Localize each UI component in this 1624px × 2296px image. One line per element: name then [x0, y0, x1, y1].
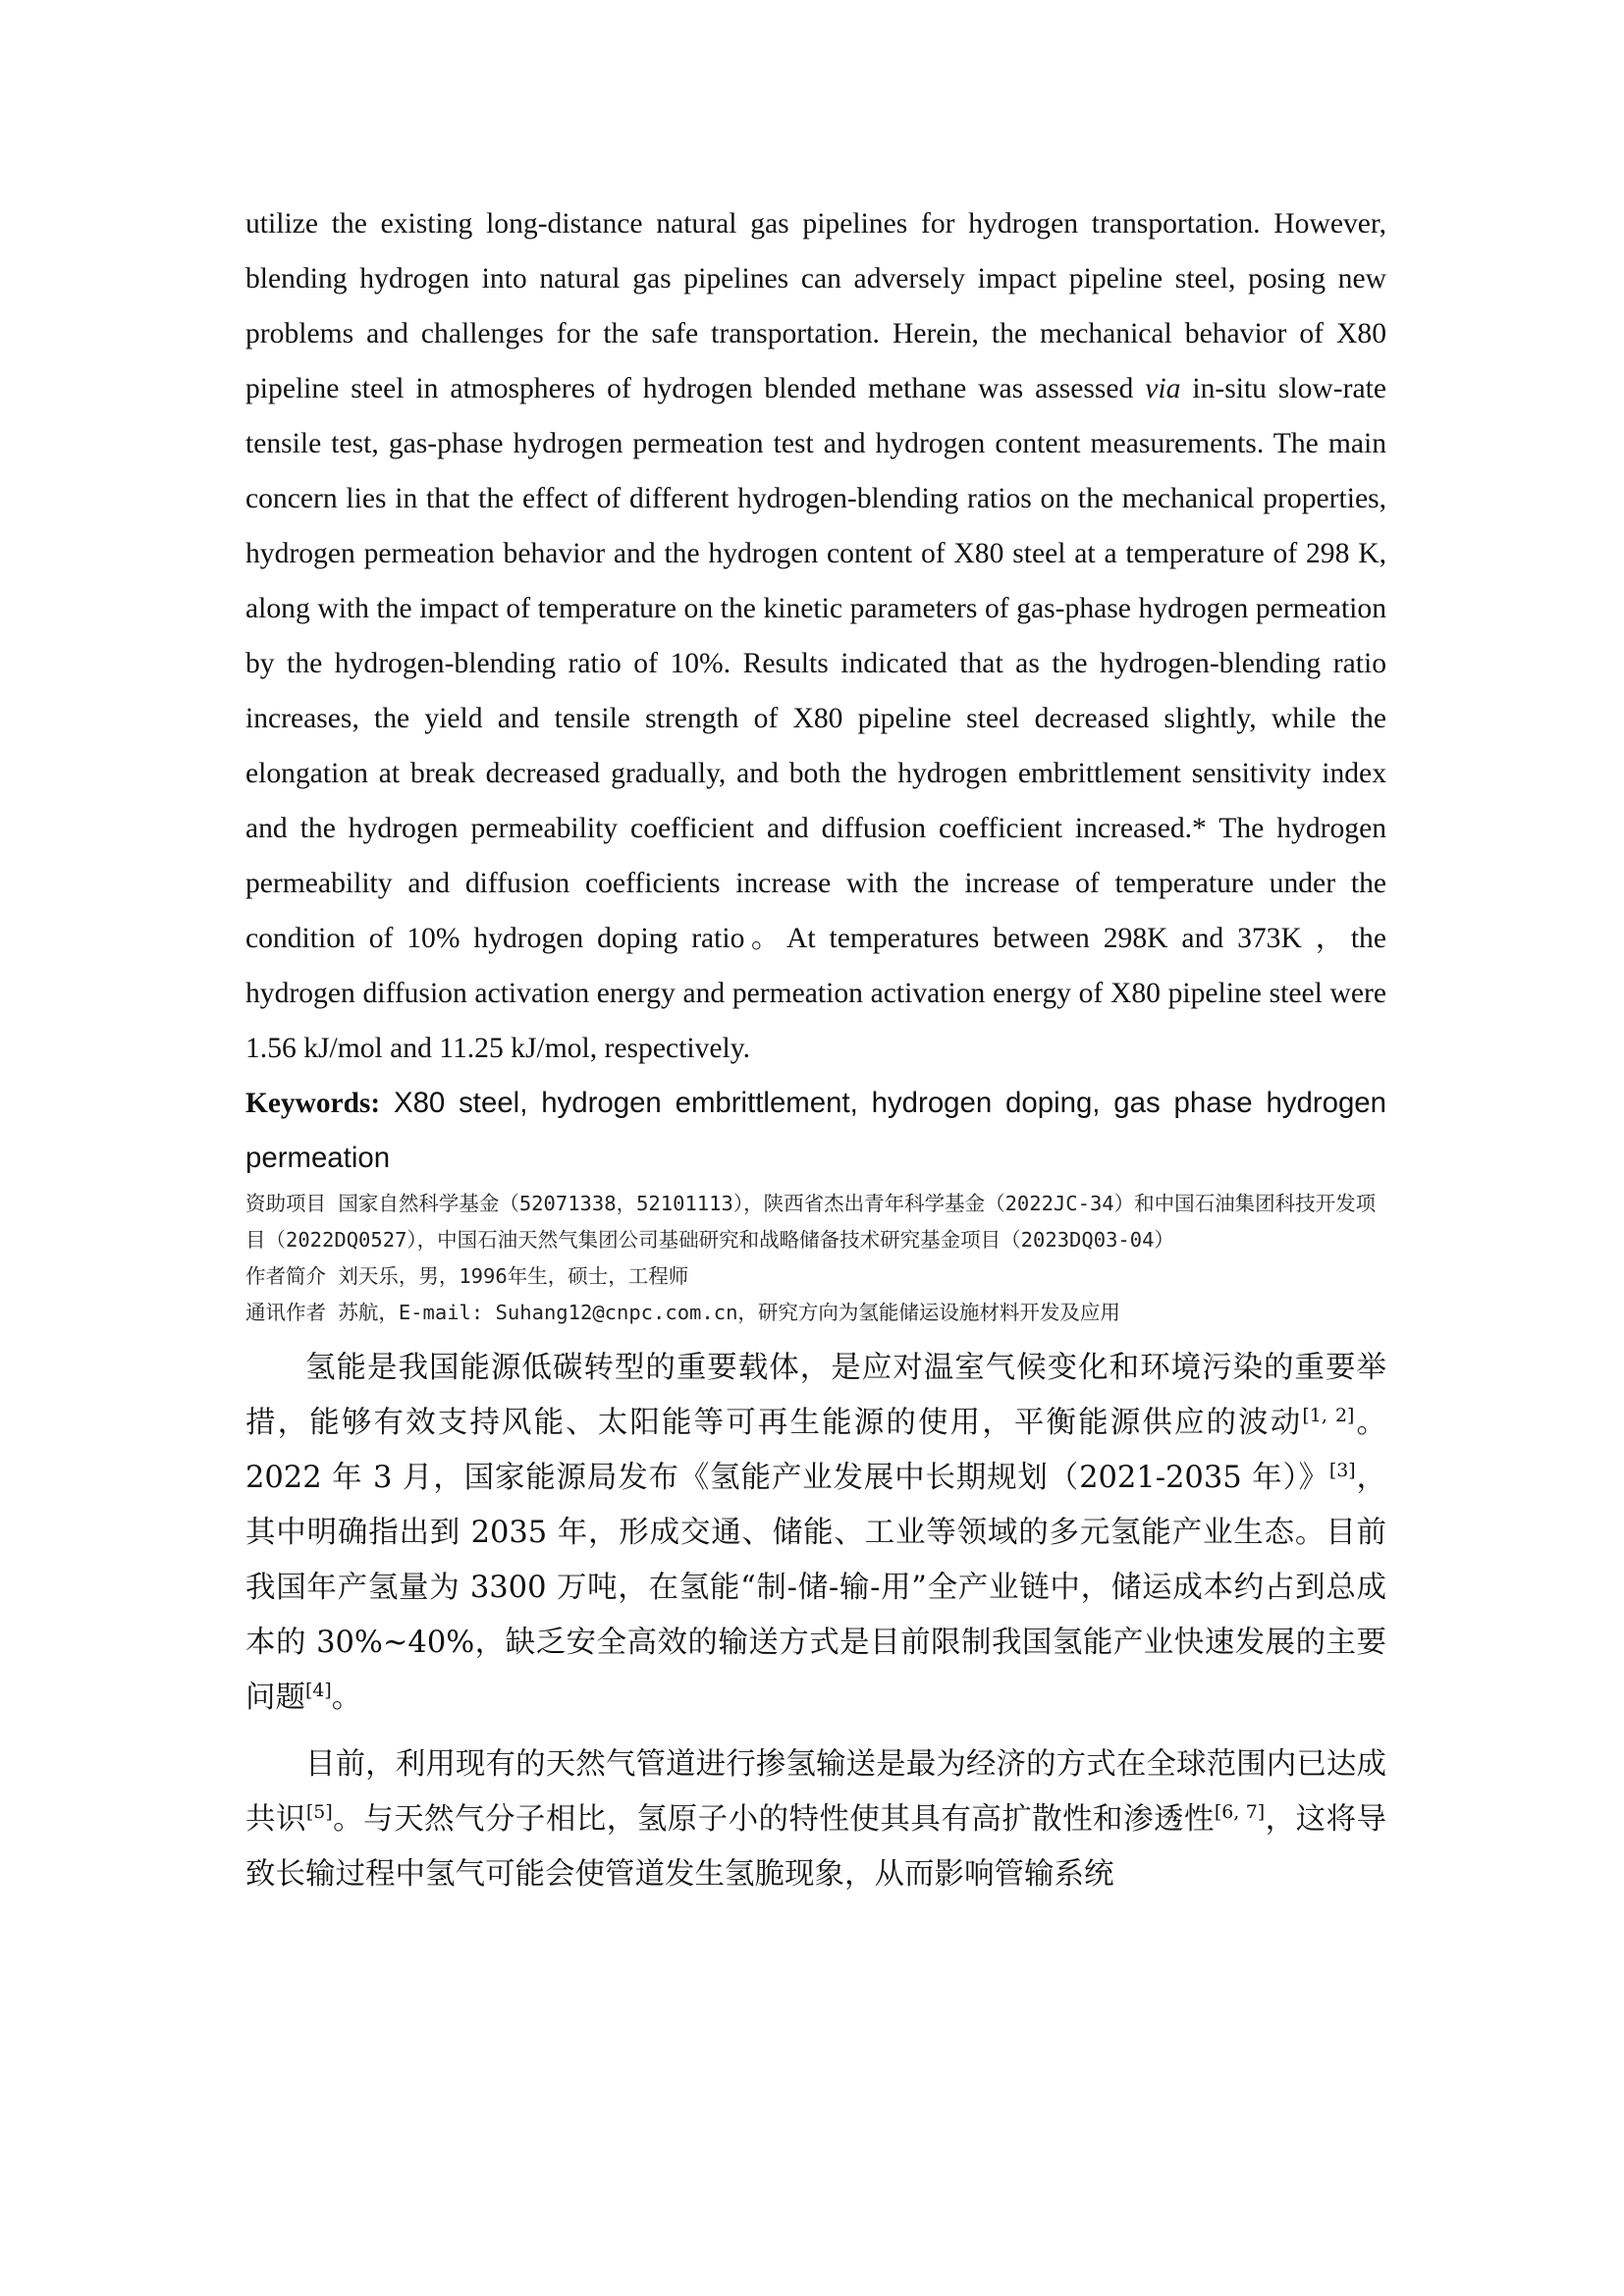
p1-text-a: 氢能是我国能源低碳转型的重要载体，是应对温室气候变化和环境污染的重要举措，能够有效支持风能、太阳能等可再生能源的使用，平衡能源供应的波动 [245, 1351, 1386, 1440]
p1-text-d: 。 [331, 1681, 362, 1715]
page-content [245, 196, 1386, 1902]
footnotes [245, 1186, 1386, 1331]
p1-text-c: ，其中明确指出到 2035 年，形成交通、储能、工业等领域的多元氢能产业生态。目前我国年产氢量为 3300 万吨，在氢能“制-储-输-用”全产业链中，储运成本约占到总成本的 30%~40%，缺乏安全高效的输送方式是目前限制我国氢能产业快速发展的主要问题 [245, 1461, 1386, 1715]
abstract-text-part2: in-situ slow-rate tensile test, gas-phase hydrogen permeation test and hydrogen content measurements. The main concern lies in that the effect of different hydrogen-blending ratios on the mechanical properties, hydrogen permeation behavior and the hydrogen content of X80 steel at a temperature of 298 K, along with the impact of temperature on the kinetic parameters of gas-phase hydrogen permeation by the hydrogen-blending ratio of 10%. Results indicated that as the hydrogen-blending ratio increases, the yield and tensile strength of X80 pipeline steel decreased slightly, while the elongation at break decreased gradually, and both the hydrogen embrittlement sensitivity index and the hydrogen permeability coefficient and diffusion coefficient increased.* The hydrogen permeability and diffusion coefficients increase with the increase of temperature under the condition of 10% hydrogen doping ratio。At temperatures between 298K and 373K ，the hydrogen diffusion activation energy and permeation activation energy of X80 pipeline steel were 1.56 kJ/mol and 11.25 kJ/mol, respectively. [245, 373, 1387, 1064]
citation-4[interactable]: [4] [305, 1679, 332, 1701]
citation-1-2[interactable]: [1, 2] [1302, 1404, 1355, 1426]
citation-5[interactable]: [5] [305, 1800, 333, 1823]
keywords-line [245, 1076, 1386, 1186]
abstract-text-part1: utilize the existing long-distance natural gas pipelines for hydrogen transportation. However, blending hydrogen into natural gas pipelines can adversely impact pipeline steel, posing new problems and challenges for the safe transportation. Herein, the mechanical behavior of X80 pipeline steel in atmospheres of hydrogen blended methane was assessed [245, 208, 1386, 404]
keywords-text: X80 steel, hydrogen embrittlement, hydrogen doping, gas phase hydrogen permeation [245, 1087, 1386, 1174]
p2-text-c: ，这将导致长输过程中氢气可能会使管道发生氢脆现象，从而影响管输系统 [245, 1802, 1387, 1892]
funding-note: 资助项目 国家自然科学基金（52071338，52101113），陕西省杰出青年科学基金（2022JC-34）和中国石油集团科技开发项目（2022DQ0527），中国石油天然气集团公司基础研究和战略储备技术研究基金项目（2023DQ03-04） [245, 1192, 1377, 1252]
p1-text-b: 。2022 年 3 月，国家能源局发布《氢能产业发展中长期规划（2021-2035 年）》 [245, 1406, 1386, 1495]
body-paragraph-2 [245, 1737, 1386, 1902]
p2-text-a: 目前，利用现有的天然气管道进行掺氢输送是最为经济的方式在全球范围内已达成共识 [245, 1747, 1386, 1837]
keywords-label: Keywords: [245, 1088, 381, 1119]
body-paragraph-1 [245, 1341, 1386, 1726]
corresponding-author-note: 通讯作者 苏航，E-mail: Suhang12@cnpc.com.cn，研究方向为氢能储运设施材料开发及应用 [245, 1301, 1120, 1324]
author-note: 作者简介 刘天乐，男，1996年生，硕士，工程师 [245, 1264, 689, 1288]
p2-text-b: 。与天然气分子相比，氢原子小的特性使其具有高扩散性和渗透性 [332, 1802, 1215, 1837]
citation-6-7[interactable]: [6, 7] [1214, 1800, 1266, 1823]
english-abstract [245, 196, 1386, 1076]
citation-3[interactable]: [3] [1328, 1459, 1356, 1481]
abstract-italic-via: via [1145, 373, 1181, 404]
